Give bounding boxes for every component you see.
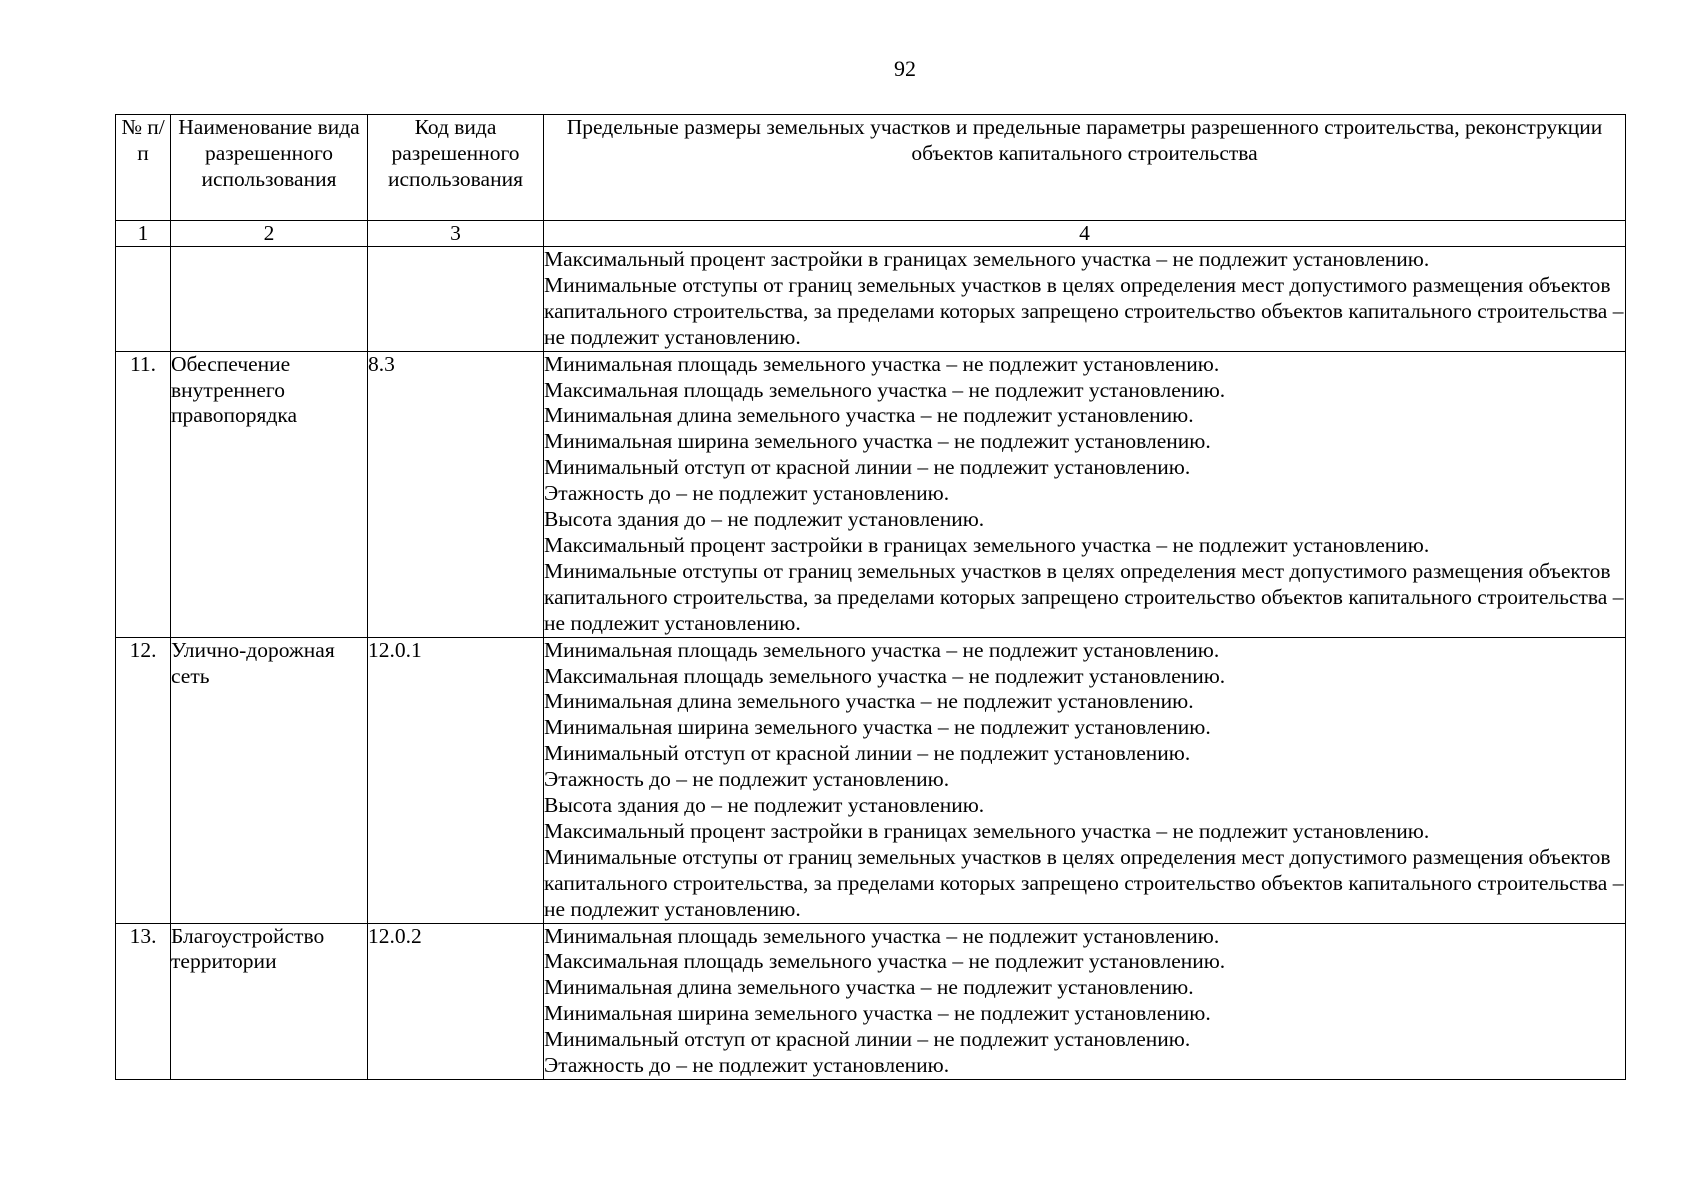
parameters-cell [544, 637, 1626, 923]
table-row [116, 247, 1626, 352]
parameter-line: Максимальный процент застройки в границах земельного участка – не подлежит установлению. [544, 532, 1430, 557]
use-name: Обеспечение внутреннего правопорядка [171, 351, 368, 637]
header-use-name: Наименование вида разрешенного использования [171, 115, 368, 221]
parameter-line: Минимальный отступ от красной линии – не подлежит установлению. [544, 455, 1191, 480]
parameter-line: Минимальная ширина земельного участка – не подлежит установлению. [544, 429, 1211, 454]
use-code: 8.3 [368, 351, 544, 637]
parameter-line: Минимальная длина земельного участка – не подлежит установлению. [544, 403, 1194, 428]
column-number: 4 [544, 221, 1626, 247]
column-number: 3 [368, 221, 544, 247]
table-header-row [116, 115, 1626, 221]
parameter-line: Минимальная ширина земельного участка – не подлежит установлению. [544, 715, 1211, 740]
parameter-line: Высота здания до – не подлежит установлению. [544, 507, 985, 532]
parameter-line: Минимальный отступ от красной линии – не подлежит установлению. [544, 741, 1191, 766]
parameter-line: Этажность до – не подлежит установлению. [544, 1053, 950, 1078]
parameter-line: Минимальный отступ от красной линии – не подлежит установлению. [544, 1027, 1191, 1052]
parameters-cell [544, 923, 1626, 1079]
parameter-line: Максимальный процент застройки в границах земельного участка – не подлежит установлению. [544, 818, 1430, 843]
use-name: Улично-дорожная сеть [171, 637, 368, 923]
row-number [116, 247, 171, 352]
table-row [116, 923, 1626, 1079]
parameter-line: Минимальные отступы от границ земельных участков в целях определения мест допустимого размещения объектов капитального строительства, за пределами которых запрещено строительство объектов капитального строительства – не подлежит установлению. [544, 272, 1624, 349]
use-code [368, 247, 544, 352]
parameter-line: Максимальная площадь земельного участка – не подлежит установлению. [544, 949, 1226, 974]
column-number: 2 [171, 221, 368, 247]
use-name [171, 247, 368, 352]
table-row [116, 637, 1626, 923]
parameter-line: Минимальная площадь земельного участка – не подлежит установлению. [544, 351, 1220, 376]
header-use-code: Код вида разрешенного использования [368, 115, 544, 221]
parameter-line: Минимальные отступы от границ земельных участков в целях определения мест допустимого размещения объектов капитального строительства, за пределами которых запрещено строительство объектов капитального строительства – не подлежит установлению. [544, 558, 1624, 635]
use-code: 12.0.1 [368, 637, 544, 923]
column-number: 1 [116, 221, 171, 247]
use-code: 12.0.2 [368, 923, 544, 1079]
parameters-cell [544, 247, 1626, 352]
parameters-cell [544, 351, 1626, 637]
parameter-line: Максимальная площадь земельного участка – не подлежит установлению. [544, 663, 1226, 688]
parameter-line: Минимальные отступы от границ земельных участков в целях определения мест допустимого размещения объектов капитального строительства, за пределами которых запрещено строительство объектов капитального строительства – не подлежит установлению. [544, 844, 1624, 921]
row-number: 12. [116, 637, 171, 923]
parameter-line: Максимальный процент застройки в границах земельного участка – не подлежит установлению. [544, 247, 1430, 271]
parameter-line: Максимальная площадь земельного участка – не подлежит установлению. [544, 377, 1226, 402]
use-name: Благоустройство территории [171, 923, 368, 1079]
parameter-line: Этажность до – не подлежит установлению. [544, 767, 950, 792]
page-number: 92 [894, 56, 916, 81]
parameter-line: Минимальная площадь земельного участка – не подлежит установлению. [544, 637, 1220, 662]
table-body [116, 247, 1626, 1080]
parameter-line: Минимальная длина земельного участка – не подлежит установлению. [544, 975, 1194, 1000]
column-numbers-row [116, 221, 1626, 247]
row-number: 13. [116, 923, 171, 1079]
parameter-line: Высота здания до – не подлежит установлению. [544, 793, 985, 818]
parameter-line: Минимальная ширина земельного участка – не подлежит установлению. [544, 1001, 1211, 1026]
land-use-parameters-table [115, 114, 1626, 1080]
table-row [116, 351, 1626, 637]
parameter-line: Минимальная площадь земельного участка – не подлежит установлению. [544, 923, 1220, 948]
parameter-line: Минимальная длина земельного участка – не подлежит установлению. [544, 689, 1194, 714]
parameter-line: Этажность до – не подлежит установлению. [544, 481, 950, 506]
header-number: № п/п [116, 115, 171, 221]
header-parameters: Предельные размеры земельных участков и предельные параметры разрешенного строительства, реконструкции объектов капитального строительства [544, 115, 1626, 221]
row-number: 11. [116, 351, 171, 637]
